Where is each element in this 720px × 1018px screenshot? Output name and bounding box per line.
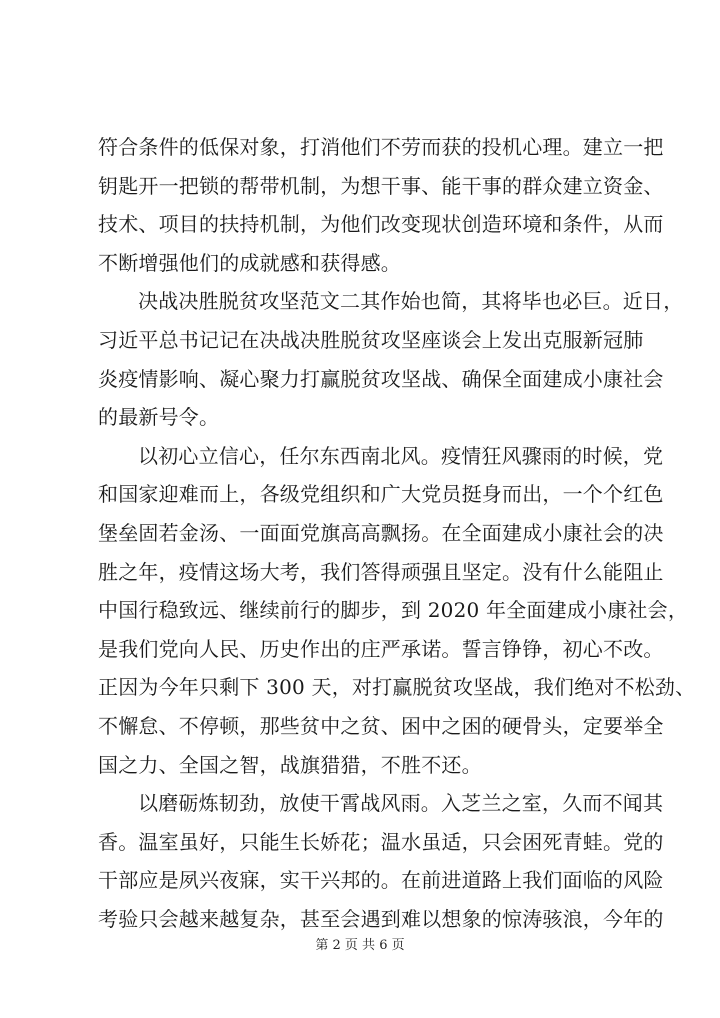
text-line: 国之力、全国之智，战旗猎猎，不胜不还。 — [98, 752, 482, 777]
text-line: 中国行稳致远、继续前行的脚步，到 2020 年全面建成小康社会， — [98, 598, 689, 623]
text-line: 的最新号令。 — [98, 405, 220, 430]
text-line: 钥匙开一把锁的帮带机制，为想干事、能干事的群众建立资金、 — [98, 173, 664, 198]
text-line: 堡垒固若金汤、一面面党旗高高飘扬。在全面建成小康社会的决 — [98, 520, 664, 545]
text-line: 考验只会越来越复杂，甚至会遇到难以想象的惊涛骇浪，今年的 — [98, 906, 664, 931]
text-line: 以初心立信心，任尔东西南北风。疫情狂风骤雨的时候，党 — [138, 443, 664, 468]
text-line: 正因为今年只剩下 300 天，对打赢脱贫攻坚战，我们绝对不松劲、 — [98, 675, 696, 700]
text-line: 以磨砺炼韧劲，放使干霄战风雨。入芝兰之室，久而不闻其 — [138, 791, 664, 816]
document-body — [98, 128, 696, 938]
text-line: 干部应是夙兴夜寐，实干兴邦的。在前进道路上我们面临的风险 — [98, 868, 664, 893]
text-line: 技术、项目的扶持机制，为他们改变现状创造环境和条件，从而 — [98, 212, 664, 237]
text-line: 和国家迎难而上，各级党组织和广大党员挺身而出，一个个红色 — [98, 482, 664, 507]
text-line: 习近平总书记记在决战决胜脱贫攻坚座谈会上发出克服新冠肺 — [98, 327, 644, 352]
text-line: 决战决胜脱贫攻坚范文二其作始也简，其将毕也必巨。近日， — [138, 289, 684, 314]
text-line: 符合条件的低保对象，打消他们不劳而获的投机心理。建立一把 — [98, 135, 664, 159]
text-line: 是我们党向人民、历史作出的庄严承诺。誓言铮铮，初心不改。 — [98, 636, 664, 661]
text-line: 胜之年，疫情这场大考，我们答得顽强且坚定。没有什么能阻止 — [98, 559, 664, 584]
text-line: 炎疫情影响、凝心聚力打赢脱贫攻坚战、确保全面建成小康社会 — [98, 366, 664, 391]
text-line: 不懈怠、不停顿，那些贫中之贫、困中之困的硬骨头，定要举全 — [98, 713, 664, 738]
page-footer: 第 2 页 共 6 页 — [315, 938, 405, 953]
text-line: 香。温室虽好，只能生长娇花；温水虽适，只会困死青蛙。党的 — [98, 829, 664, 854]
text-line: 不断增强他们的成就感和获得感。 — [98, 250, 401, 275]
